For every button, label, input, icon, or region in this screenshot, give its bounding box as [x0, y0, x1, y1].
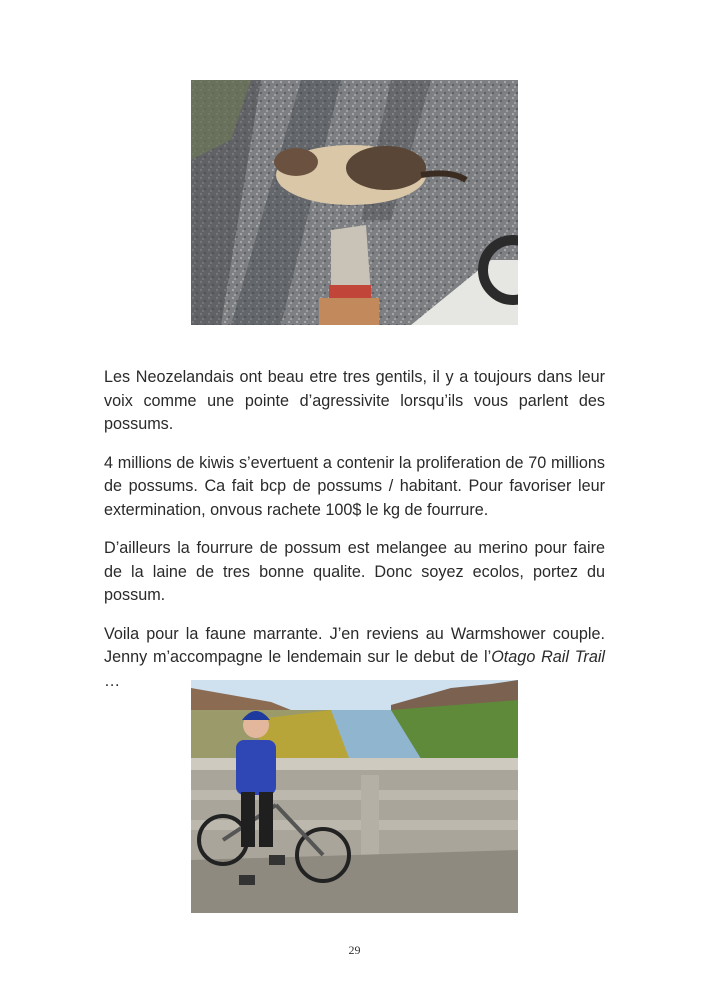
page-number: 29 — [348, 943, 361, 957]
ellipsis: … — [104, 671, 121, 690]
cyclist-bridge-photo — [191, 680, 518, 913]
paragraph-4-text: Voila pour la faune marrante. J’en reviens au Warmshower couple. Jenny m’accompagne le lendemain sur le debut de l’ — [104, 624, 605, 666]
paragraph-2: 4 millions de kiwis s’evertuent a contenir la proliferation de 70 millions de possums. Ca fait bcp de possums / habitant. Pour favoriser leur extermination, onvous rachete 100$ le kg de fourrure. — [104, 453, 605, 519]
trail-name: Otago Rail Trail — [491, 648, 606, 666]
paragraph-3: D’ailleurs la fourrure de possum est melangee au merino pour faire de la laine de tres bonne qualite. Donc soyez ecolos, portez du possum. — [104, 539, 605, 604]
possum-photo — [191, 80, 518, 325]
paragraph-1: Les Neozelandais ont beau etre tres gentils, il y a toujours dans leur voix comme une pointe d’agressivite lorsqu’ils vous parlent des possums. — [104, 368, 605, 433]
article-text — [104, 366, 605, 708]
